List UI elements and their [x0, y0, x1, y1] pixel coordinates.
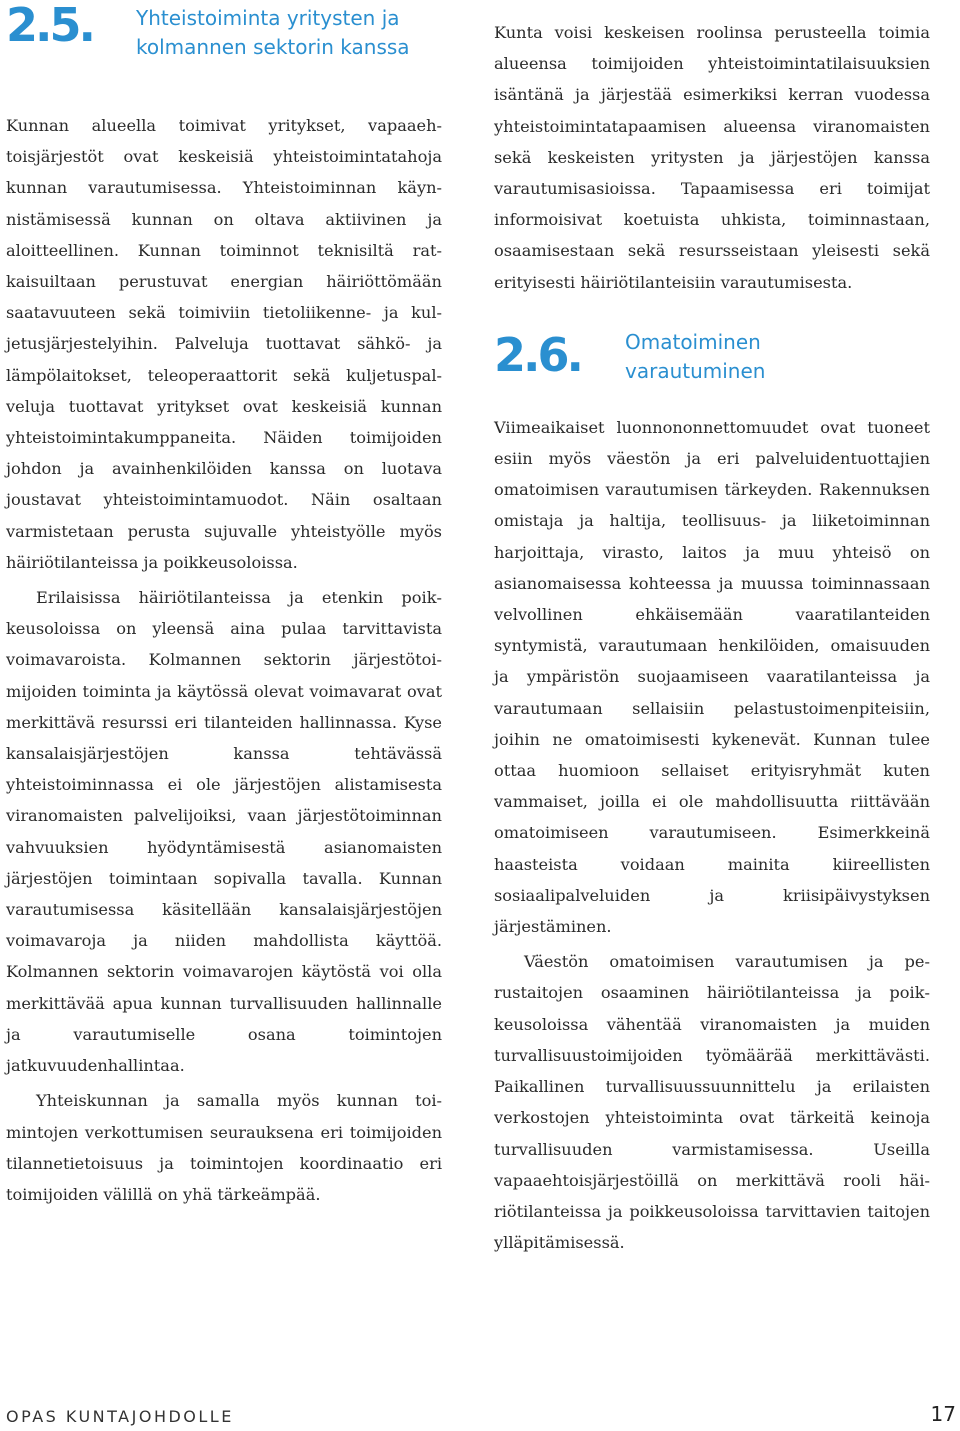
paragraph: Kunta voisi keskeisen roolinsa perusteella toimia alueensa toimijoiden yhteistoimintatilaisuuksien isäntänä ja järjestää esimerkiksi kerran vuodessa yhteistoimintatapaamisen alueensa viranomaisten sekä keskeisten yritysten ja järjestöjen kanssa varautumisasioissa. Tapaamisessa eri toimijat informoisivat koetuista uhkista, toiminnastaan, osaamisestaan sekä resursseistaan yleisesti sekä erityisesti häiriötilanteisiin varautumisesta. [494, 23, 930, 292]
section-2-6-heading [494, 326, 930, 412]
paragraph: Yhteiskunnan ja samalla myös kunnan toimintojen verkottumisen seurauksena eri toimijoiden tilannetietoisuus ja toimintojen koordinaatio eri toimijoiden välillä on yhä tärkeämpää. [6, 1091, 442, 1204]
section-number: 2.5. [6, 0, 93, 52]
section-2-5-continued [494, 0, 930, 298]
right-column [494, 0, 930, 1258]
paragraph: Erilaisissa häiriötilanteissa ja etenkin poikkeusoloissa on yleensä aina pulaa tarvittavista voimavaroista. Kolmannen sektorin järjestötoimijoiden toiminta ja käytössä olevat voimavarat ovat merkittävä resurssi eri tilanteiden hallinnassa. Kyse kansalaisjärjestöjen kanssa tehtävässä yhteistoiminnassa ei ole järjestöjen alistamisesta viranomaisten palvelijoiksi, vaan järjestötoiminnan vahvuuksien hyödyntämisestä asianomaisten järjestöjen toimintaan sopivalla tavalla. Kunnan varautumisessa käsitellään kansalaisjärjestöjen voimavaroja ja niiden mahdollista käyttöä. Kolmannen sektorin voimavarojen käytöstä voi olla merkittävää apua kunnan turvallisuuden hallinnalle ja varautumiselle osana toimintojen jatkuvuudenhallintaa. [6, 588, 442, 1076]
section-title: Omatoiminen varautuminen [625, 329, 766, 383]
footer-label: OPAS KUNTAJOHDOLLE [6, 1407, 234, 1426]
section-2-6-body [494, 412, 930, 1258]
section-2-5-body [6, 110, 442, 1210]
section-title: Yhteistoiminta yritysten ja kolmannen sektorin kanssa [136, 6, 410, 59]
page-number: 17 [930, 1402, 956, 1426]
section-2-5-heading [6, 0, 442, 110]
left-column [6, 0, 442, 1210]
paragraph: Viimeaikaiset luonnononnettomuudet ovat tuoneet esiin myös väestön ja eri palveluidentuottajien omatoimisen varautumisen tärkeyden. Rakennuksen omistaja ja haltija, teollisuus- ja liiketoiminnan harjoittaja, virasto, laitos ja muu yhteisö on asianomaisessa kohteessa ja muussa toiminnassaan velvollinen ehkäisemään vaaratilanteiden syntymistä, varautumaan henkilöiden, omaisuuden ja ympäristön suojaamiseen vaaratilanteissa ja varautumaan sellaisiin pelastustoimenpiteisiin, joihin ne omatoimisesti kykenevät. Kunnan tulee ottaa huomioon sellaiset erityisryhmät kuten vammaiset, joilla ei ole mahdollisuutta riittävään omatoimiseen varautumiseen. Esimerkkeinä haasteista voidaan mainita kiireellisten sosiaalipalveluiden ja kriisipäivystyksen järjestäminen. [494, 417, 930, 937]
section-number: 2.6. [494, 327, 581, 382]
paragraph: Väestön omatoimisen varautumisen ja perustaitojen osaaminen häiriötilanteissa ja poikkeusoloissa vähentää viranomaisten ja muiden turvallisuustoimijoiden työmäärää merkittävästi. Paikallinen turvallisuussuunnittelu ja erilaisten verkostojen yhteistoiminta ovat tärkeitä keinoja turvallisuuden varmistamisessa. Useilla vapaaehtoisjärjestöillä on merkittävä rooli häiriötilanteissa ja poikkeusoloissa tarvittavien taitojen ylläpitämisessä. [494, 952, 930, 1253]
paragraph: Kunnan alueella toimivat yritykset, vapaaehtoisjärjestöt ovat keskeisiä yhteistoimintatahoja kunnan varautumisessa. Yhteistoiminnan käynnistämisessä kunnan on oltava aktiivinen ja aloitteellinen. Kunnan toiminnot teknisiltä ratkaisuiltaan perustuvat energian häiriöttömään saatavuuteen sekä toimiviin tietoliikenne- ja kuljetusjärjestelyihin. Palveluja tuottavat sähkö- ja lämpölaitokset, teleoperaattorit sekä kuljetuspalveluja tuottavat yritykset ovat keskeisiä kunnan yhteistoimintakumppaneita. Näiden toimijoiden johdon ja avainhenkilöiden kanssa on luotava joustavat yhteistoimintamuodot. Näin osaltaan varmistetaan perusta sujuvalle yhteistyölle myös häiriötilanteissa ja poikkeusoloissa. [6, 116, 442, 572]
